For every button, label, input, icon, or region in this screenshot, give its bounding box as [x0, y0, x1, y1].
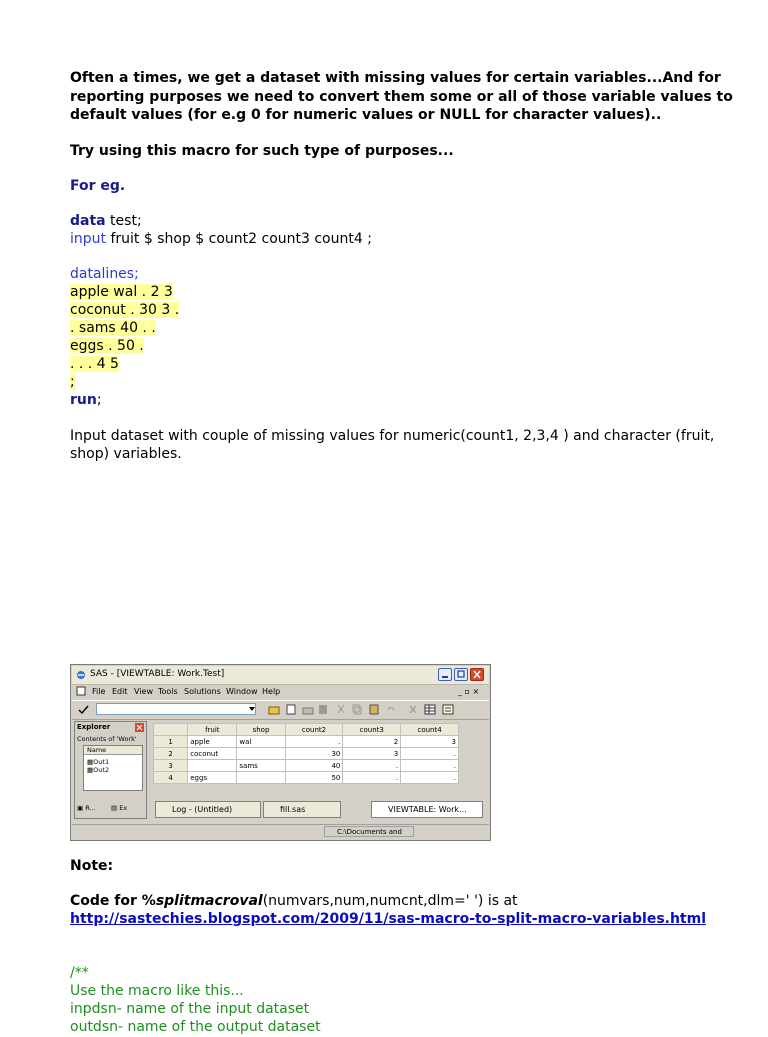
close-icon	[471, 669, 483, 680]
checkmark-icon[interactable]	[78, 705, 90, 715]
comment-start: /**	[70, 965, 89, 981]
table-cell[interactable]: 30	[285, 748, 343, 760]
row-number[interactable]: 1	[154, 736, 188, 748]
paste-icon[interactable]	[368, 704, 380, 715]
viewtable-grid	[153, 723, 459, 784]
document-icon	[76, 686, 86, 696]
try-macro-text: Try using this macro for such type of purposes...	[70, 143, 454, 159]
table-view-icon[interactable]	[424, 704, 436, 715]
table-cell[interactable]: 40	[285, 760, 343, 772]
maximize-button[interactable]	[454, 668, 468, 681]
open-icon[interactable]	[302, 704, 314, 715]
close-button[interactable]	[470, 668, 484, 681]
code-for-line: Code for %splitmacroval(numvars,num,numcnt,dlm=' ') is at	[70, 893, 518, 909]
explorer-contents-label: Contents of 'Work'	[77, 735, 137, 743]
explorer-name-header[interactable]: Name	[84, 746, 142, 755]
table-cell[interactable]: .	[343, 760, 401, 772]
table-cell[interactable]: .	[285, 736, 343, 748]
table-row[interactable]	[154, 736, 459, 748]
macro-name: splitmacroval	[155, 893, 263, 909]
column-header[interactable]: count2	[285, 724, 343, 736]
table-cell[interactable]: eggs	[188, 772, 237, 784]
menu-solutions[interactable]: Solutions	[184, 687, 221, 696]
table-cell[interactable]	[237, 772, 285, 784]
menu-tools[interactable]: Tools	[158, 687, 178, 696]
explorer-item[interactable]: ▦Out2	[87, 766, 110, 774]
comment-line-1: Use the macro like this...	[70, 983, 244, 999]
table-cell[interactable]: apple	[188, 736, 237, 748]
new-file-icon[interactable]	[286, 704, 296, 715]
explorer-title: Explorer	[77, 723, 111, 731]
form-view-icon[interactable]	[442, 704, 454, 715]
table-cell[interactable]: sams	[237, 760, 285, 772]
dropdown-arrow-icon[interactable]	[248, 705, 256, 713]
window-tab-bar	[151, 801, 489, 821]
comment-line-3: outdsn- name of the output dataset	[70, 1019, 321, 1035]
mdi-controls-icon[interactable]: _ ▫ ×	[458, 687, 480, 696]
explorer-list	[83, 745, 143, 791]
intro-line-3: default values (for e.g 0 for numeric values or NULL for character values)..	[70, 107, 662, 123]
column-header[interactable]: shop	[237, 724, 285, 736]
table-cell[interactable]: 3	[401, 736, 459, 748]
sas-title-bar	[72, 666, 489, 685]
tab-viewtable[interactable]: VIEWTABLE: Work...	[371, 801, 483, 818]
column-header[interactable]: count4	[401, 724, 459, 736]
viewtable-table	[153, 723, 459, 784]
sas-status-bar	[72, 824, 489, 839]
table-row[interactable]	[154, 772, 459, 784]
explorer-close-icon[interactable]	[135, 723, 144, 732]
menu-file[interactable]: File	[92, 687, 106, 696]
table-row[interactable]	[154, 760, 459, 772]
table-cell[interactable]: 2	[343, 736, 401, 748]
table-cell[interactable]: .	[401, 772, 459, 784]
table-cell[interactable]: .	[401, 760, 459, 772]
sas-menu-bar	[72, 685, 489, 699]
cut-icon[interactable]	[336, 704, 346, 715]
datalines-row: coconut . 30 3 .	[70, 302, 180, 318]
row-number[interactable]: 3	[154, 760, 188, 772]
for-eg-label: For eg.	[70, 178, 126, 194]
run-keyword: run	[70, 392, 97, 408]
column-header[interactable]: count3	[343, 724, 401, 736]
table-cell[interactable]: 3	[343, 748, 401, 760]
table-cell[interactable]: .	[401, 748, 459, 760]
menu-view[interactable]: View	[134, 687, 153, 696]
status-path: C:\Documents and	[324, 826, 414, 837]
table-cell[interactable]: 50	[285, 772, 343, 784]
datalines-row: . sams 40 . .	[70, 320, 156, 336]
sas-window	[70, 664, 491, 841]
undo-icon[interactable]	[386, 704, 396, 715]
table-cell[interactable]: wal	[237, 736, 285, 748]
sas-toolbar	[72, 700, 489, 720]
copy-icon[interactable]	[352, 704, 362, 715]
desc-line-1: Input dataset with couple of missing values for numeric(count1, 2,3,4 ) and character (fruit,	[70, 428, 715, 444]
table-cell[interactable]	[237, 748, 285, 760]
command-input[interactable]	[96, 703, 256, 715]
sas-window-title: SAS - [VIEWTABLE: Work.Test]	[90, 669, 225, 679]
table-cell[interactable]: coconut	[188, 748, 237, 760]
explorer-item[interactable]: ▦Out1	[87, 758, 110, 766]
data-keyword: data	[70, 213, 106, 229]
code-run-line: run;	[70, 392, 102, 408]
code-input-line	[70, 231, 372, 249]
comment-line-2: inpdsn- name of the input dataset	[70, 1001, 310, 1017]
menu-help[interactable]: Help	[262, 687, 281, 696]
desc-line-2: shop) variables.	[70, 446, 182, 462]
table-cell[interactable]	[188, 760, 237, 772]
explorer-tab-results[interactable]: ▣ R...	[77, 804, 96, 812]
datalines-row: . . . 4 5	[70, 356, 119, 372]
explorer-tab-explorer[interactable]: ▤ Ex	[111, 804, 128, 812]
macro-link[interactable]: http://sastechies.blogspot.com/2009/11/sas-macro-to-split-macro-variables.html	[70, 911, 707, 927]
datalines-row: apple wal . 2 3	[70, 284, 173, 300]
sas-app-icon	[76, 670, 86, 680]
open-folder-icon[interactable]	[268, 704, 280, 715]
tab-fill-sas[interactable]: fill.sas	[263, 801, 341, 818]
column-header[interactable]	[154, 724, 188, 736]
data-statement: test;	[105, 213, 142, 229]
note-label: Note:	[70, 858, 114, 874]
menu-edit[interactable]: Edit	[112, 687, 128, 696]
macro-link-line	[70, 911, 706, 929]
input-statement: fruit $ shop $ count2 count3 count4 ;	[106, 231, 372, 247]
datalines-end: ;	[70, 374, 75, 390]
explorer-panel	[74, 721, 147, 819]
datalines-keyword: datalines;	[70, 266, 139, 282]
intro-line-2: reporting purposes we need to convert them some or all of those variable values to	[70, 89, 733, 105]
save-icon[interactable]	[318, 704, 328, 715]
minimize-button[interactable]	[438, 668, 452, 681]
input-keyword: input	[70, 231, 107, 247]
table-cell[interactable]: .	[343, 772, 401, 784]
datalines-row: eggs . 50 .	[70, 338, 144, 354]
row-number[interactable]: 4	[154, 772, 188, 784]
table-row[interactable]	[154, 748, 459, 760]
tab-log[interactable]: Log - (Untitled)	[155, 801, 261, 818]
delete-icon[interactable]	[408, 704, 418, 715]
column-header[interactable]: fruit	[188, 724, 237, 736]
menu-window[interactable]: Window	[226, 687, 258, 696]
row-number[interactable]: 2	[154, 748, 188, 760]
code-data-line	[70, 213, 142, 231]
intro-line-1: Often a times, we get a dataset with missing values for certain variables...And for	[70, 70, 721, 86]
